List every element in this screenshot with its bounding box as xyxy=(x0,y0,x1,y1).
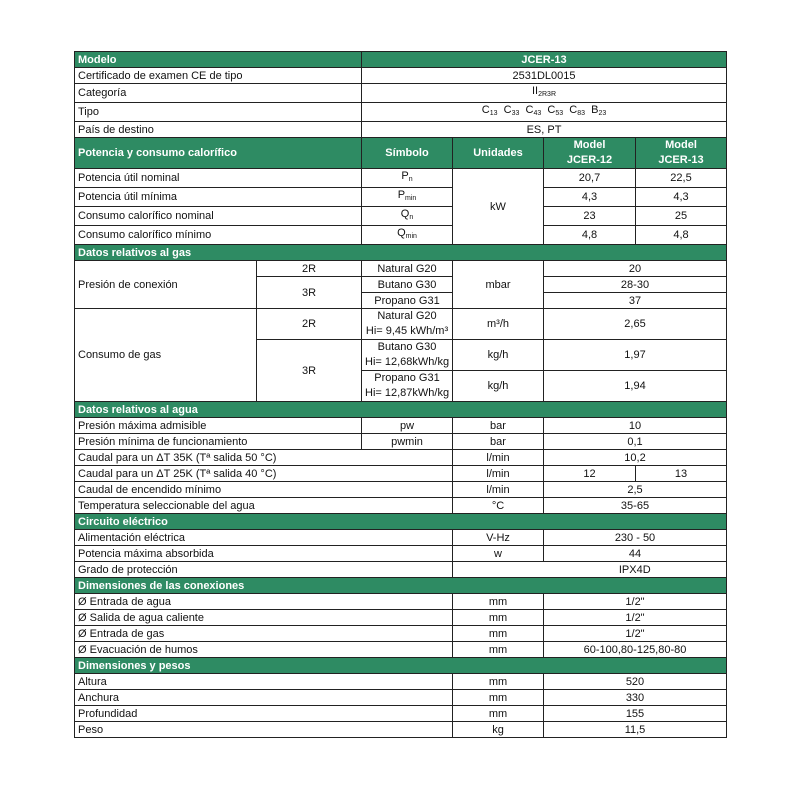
water-row-value: 10 xyxy=(544,418,727,434)
tipo-value: $C_{13}$ $C_{33}$ $C_{43}$ $C_{53}$ $C_{83}$ $B_{23}$ xyxy=(362,103,727,122)
power-value-jcer13: 22,5 xyxy=(636,169,727,188)
water-row-label: Presión máxima admisible xyxy=(75,418,362,434)
power-row-symbol: $P_{min}$ xyxy=(362,188,453,207)
table-row xyxy=(75,626,727,642)
country-value: ES, PT xyxy=(362,122,727,138)
water-row-value: 10,2 xyxy=(544,450,727,466)
model-jcer12-header: Model JCER-12 xyxy=(544,138,636,169)
power-row-label: Potencia útil nominal xyxy=(75,169,362,188)
power-unit: kW xyxy=(453,169,544,245)
tipo-label: Tipo xyxy=(75,103,362,122)
connection-row-unit: mm xyxy=(453,626,544,642)
gas-header-row xyxy=(75,245,727,261)
table-row xyxy=(75,642,727,658)
water-value-jcer12: 12 xyxy=(544,466,636,482)
gas-consumption-label: Consumo de gas xyxy=(75,309,257,402)
dims-row-label: Anchura xyxy=(75,690,453,706)
electric-row-value: 230 - 50 xyxy=(544,530,727,546)
cons-3r-label: 3R xyxy=(257,340,362,402)
connection-row-unit: mm xyxy=(453,642,544,658)
table-row xyxy=(75,546,727,562)
conn-unit: mbar xyxy=(453,261,544,309)
electric-row-label: Grado de protección xyxy=(75,562,453,578)
connection-row-value: 60-100,80-125,80-80 xyxy=(544,642,727,658)
conn-3r-label: 3R xyxy=(257,277,362,309)
water-header-row xyxy=(75,402,727,418)
gas-type-hi: Natural G20 Hi= 9,45 kWh/m³ xyxy=(362,309,453,340)
table-row xyxy=(75,530,727,546)
dims-row-label: Peso xyxy=(75,722,453,738)
connection-row-value: 1/2" xyxy=(544,610,727,626)
gas-type: Butano G30 xyxy=(362,277,453,293)
connection-pressure-label: Presión de conexión xyxy=(75,261,257,309)
dims-row-label: Altura xyxy=(75,674,453,690)
dims-section-title: Dimensiones y pesos xyxy=(75,658,727,674)
table-row xyxy=(75,261,727,277)
cons-value: 1,94 xyxy=(544,371,727,402)
power-value-jcer13: 4,3 xyxy=(636,188,727,207)
gas-section-title: Datos relativos al gas xyxy=(75,245,727,261)
water-row-value: 35-65 xyxy=(544,498,727,514)
table-row xyxy=(75,562,727,578)
table-row xyxy=(75,466,727,482)
cert-label: Certificado de examen CE de tipo xyxy=(75,68,362,84)
conn-value: 20 xyxy=(544,261,727,277)
gas-type: Propano G31 xyxy=(362,293,453,309)
cons-value: 1,97 xyxy=(544,340,727,371)
electric-row-unit xyxy=(453,562,544,578)
dims-row-value: 520 xyxy=(544,674,727,690)
table-row xyxy=(75,610,727,626)
cons-unit: kg/h xyxy=(453,371,544,402)
dims-row-label: Profundidad xyxy=(75,706,453,722)
cons-value: 2,65 xyxy=(544,309,727,340)
table-row xyxy=(75,84,727,103)
connection-row-label: Ø Evacuación de humos xyxy=(75,642,453,658)
water-row-unit: l/min xyxy=(453,450,544,466)
power-row-label: Consumo calorífico nominal xyxy=(75,207,362,226)
cons-2r-label: 2R xyxy=(257,309,362,340)
table-row xyxy=(75,482,727,498)
power-row-label: Consumo calorífico mínimo xyxy=(75,226,362,245)
symbol-column-header: Símbolo xyxy=(362,138,453,169)
water-row-unit: °C xyxy=(453,498,544,514)
table-row xyxy=(75,594,727,610)
water-row-symbol: pw xyxy=(362,418,453,434)
power-row-symbol: $P_n$ xyxy=(362,169,453,188)
table-row xyxy=(75,207,727,226)
cons-unit: kg/h xyxy=(453,340,544,371)
connections-header-row xyxy=(75,578,727,594)
connection-row-label: Ø Entrada de gas xyxy=(75,626,453,642)
model-label: Modelo xyxy=(75,52,362,68)
power-value-jcer12: 23 xyxy=(544,207,636,226)
table-row xyxy=(75,309,727,340)
electric-row-label: Potencia máxima absorbida xyxy=(75,546,453,562)
water-row-unit: bar xyxy=(453,418,544,434)
country-label: País de destino xyxy=(75,122,362,138)
water-row-label: Caudal de encendido mínimo xyxy=(75,482,453,498)
spec-table xyxy=(74,51,727,738)
table-row xyxy=(75,674,727,690)
conn-value: 37 xyxy=(544,293,727,309)
table-row xyxy=(75,418,727,434)
table-row xyxy=(75,450,727,466)
dims-row-value: 330 xyxy=(544,690,727,706)
units-column-header: Unidades xyxy=(453,138,544,169)
water-row-unit: bar xyxy=(453,434,544,450)
power-value-jcer12: 20,7 xyxy=(544,169,636,188)
electric-header-row xyxy=(75,514,727,530)
power-row-label: Potencia útil mínima xyxy=(75,188,362,207)
water-row-unit: l/min xyxy=(453,482,544,498)
power-value-jcer12: 4,3 xyxy=(544,188,636,207)
connection-row-unit: mm xyxy=(453,610,544,626)
connections-section-title: Dimensiones de las conexiones xyxy=(75,578,727,594)
dims-row-unit: mm xyxy=(453,690,544,706)
connection-row-value: 1/2" xyxy=(544,594,727,610)
conn-value: 28-30 xyxy=(544,277,727,293)
water-row-unit: l/min xyxy=(453,466,544,482)
water-row-label: Temperatura seleccionable del agua xyxy=(75,498,453,514)
dims-row-unit: mm xyxy=(453,674,544,690)
electric-row-unit: w xyxy=(453,546,544,562)
water-row-value: 2,5 xyxy=(544,482,727,498)
table-row xyxy=(75,122,727,138)
model-header-row xyxy=(75,52,727,68)
water-section-title: Datos relativos al agua xyxy=(75,402,727,418)
table-row xyxy=(75,722,727,738)
power-value-jcer13: 4,8 xyxy=(636,226,727,245)
table-row xyxy=(75,188,727,207)
gas-type-hi: Propano G31 Hi= 12,87kWh/kg xyxy=(362,371,453,402)
power-value-jcer13: 25 xyxy=(636,207,727,226)
electric-row-value: 44 xyxy=(544,546,727,562)
electric-row-value: IPX4D xyxy=(544,562,727,578)
connection-row-value: 1/2" xyxy=(544,626,727,642)
gas-type-hi: Butano G30 Hi= 12,68kWh/kg xyxy=(362,340,453,371)
gas-type: Natural G20 xyxy=(362,261,453,277)
table-row xyxy=(75,68,727,84)
electric-row-label: Alimentación eléctrica xyxy=(75,530,453,546)
table-row xyxy=(75,690,727,706)
cons-unit: m³/h xyxy=(453,309,544,340)
power-header-row xyxy=(75,138,727,169)
category-label: Categoría xyxy=(75,84,362,103)
power-row-symbol: $Q_{min}$ xyxy=(362,226,453,245)
water-row-label: Presión mínima de funcionamiento xyxy=(75,434,362,450)
cert-value: 2531DL0015 xyxy=(362,68,727,84)
water-row-value: 0,1 xyxy=(544,434,727,450)
electric-row-unit: V-Hz xyxy=(453,530,544,546)
connection-row-unit: mm xyxy=(453,594,544,610)
table-row xyxy=(75,706,727,722)
model-value: JCER-13 xyxy=(362,52,727,68)
table-row xyxy=(75,169,727,188)
dims-header-row xyxy=(75,658,727,674)
water-row-label: Caudal para un ΔT 25K (Tª salida 40 °C) xyxy=(75,466,453,482)
power-value-jcer12: 4,8 xyxy=(544,226,636,245)
water-value-jcer13: 13 xyxy=(636,466,727,482)
power-section-title: Potencia y consumo calorífico xyxy=(75,138,362,169)
conn-2r-label: 2R xyxy=(257,261,362,277)
power-row-symbol: $Q_n$ xyxy=(362,207,453,226)
table-row xyxy=(75,434,727,450)
dims-row-unit: mm xyxy=(453,706,544,722)
table-row xyxy=(75,498,727,514)
model-jcer13-header: Model JCER-13 xyxy=(636,138,727,169)
dims-row-value: 155 xyxy=(544,706,727,722)
table-row xyxy=(75,226,727,245)
connection-row-label: Ø Entrada de agua xyxy=(75,594,453,610)
water-row-symbol: pwmin xyxy=(362,434,453,450)
dims-row-unit: kg xyxy=(453,722,544,738)
water-row-label: Caudal para un ΔT 35K (Tª salida 50 °C) xyxy=(75,450,453,466)
dims-row-value: 11,5 xyxy=(544,722,727,738)
electric-section-title: Circuito eléctrico xyxy=(75,514,727,530)
connection-row-label: Ø Salida de agua caliente xyxy=(75,610,453,626)
table-row xyxy=(75,103,727,122)
category-value: $II_{2R3R}$ xyxy=(362,84,727,103)
